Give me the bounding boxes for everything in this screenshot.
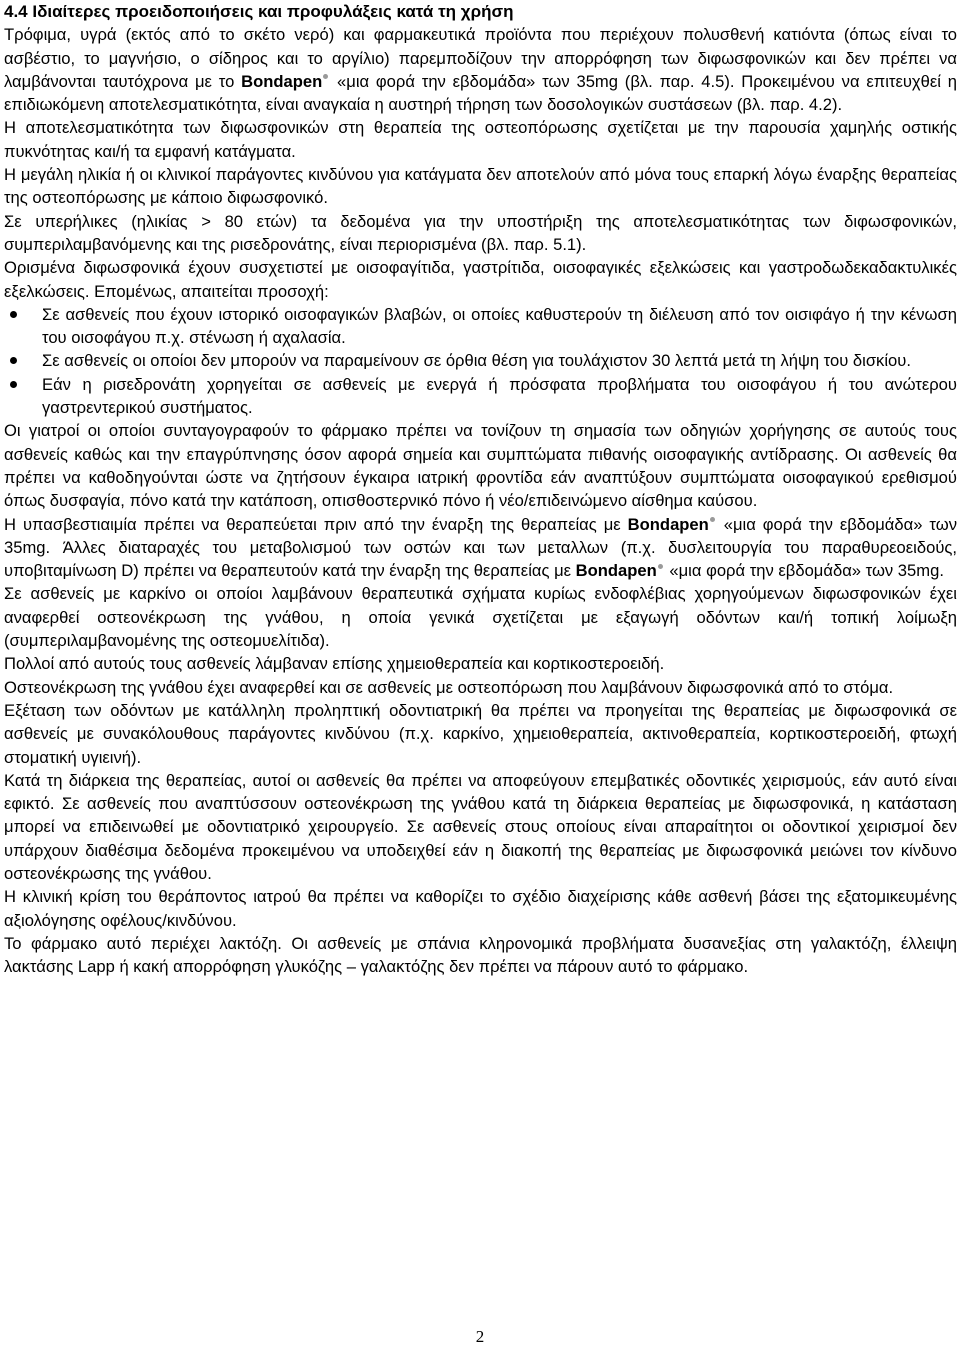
paragraph-prescriber-instructions: Οι γιατροί οι οποίοι συνταγογραφούν το φάρμακο πρέπει να τονίζουν τη σημασία των οδηγιών χορήγησης σε αυτούς τους ασθενείς καθώς και την επαγρύπνησης όσον αφορά σημεία και συμπτώματα πιθανής οισοφαγικής αντίδρασης. Οι ασθενείς θα πρέπει να καθοδηγούνται ώστε να ζητήσουν έγκαιρα ιατρική φροντίδα εάν αναπτύξουν συμπτώματα οισοφαγικού ερεθισμού όπως δυσφαγία, πόνο κατά την κατάποση, οπισθοστερνικό πόνο ή νέο/επιδεινώμενο αίσθημα καύσου. <box>4 421 957 511</box>
section-title: 4.4 Ιδιαίτερες προειδοποιήσεις και προφυλάξεις κατά τη χρήση <box>4 2 514 21</box>
bullet-icon <box>10 357 17 364</box>
registered-mark-icon <box>658 564 663 569</box>
brand-name: Bondapen <box>627 514 709 534</box>
document-body <box>4 0 957 978</box>
paragraph-age-risk-factors: Η μεγάλη ηλικία ή οι κλινικοί παράγοντες κινδύνου για κατάγματα δεν αποτελούν από μόνα τους επαρκή λόγω έναρξης θεραπείας της οστεοπόρωσης με κάποιο διφωσφονικό. <box>4 165 957 208</box>
paragraph-lactose: Το φάρμακο αυτό περιέχει λακτόζη. Οι ασθενείς με σπάνια κληρονομικά προβλήματα δυσανεξίας στη γαλακτόζη, έλλειψη λακτάσης Lapp ή κακή απορρόφηση γλυκόζης – γαλακτόζης δεν πρέπει να πάρουν αυτό το φάρμακο. <box>4 933 957 977</box>
brand-name: Bondapen <box>241 71 323 91</box>
list-item: Εάν η ρισεδρονάτη χορηγείται σε ασθενείς με ενεργά ή πρόσφατα προβλήματα του οισοφάγου ή του ανώτερου γαστρεντερικού συστήματος. <box>4 373 957 420</box>
page-number: 2 <box>475 1327 485 1346</box>
list-item: Σε ασθενείς που έχουν ιστορικό οισοφαγικών βλαβών, οι οποίες καθυστερούν τη διέλευση από τον οισιφάγο ή την κένωση του οισοφάγου π.χ. στένωση ή αχαλασία. <box>4 303 957 350</box>
bullet-icon <box>10 311 17 318</box>
bullet-icon <box>10 381 17 388</box>
brand-name: Bondapen <box>575 561 657 581</box>
paragraph-food-interactions: Τρόφιμα, υγρά (εκτός από το σκέτο νερό) και φαρμακευτικά προϊόντα που περιέχουν πολυσθενή κατιόντα (όπως είναι το ασβέστιο, το μαγνήσιο, ο σίδηρος και το αργίλιο) παρεμποδίζουν την απορρόφηση των διφωσφονικών και δεν πρέπει να λαμβάνονται ταυτόχρονα με το Bondapen «μια φορά την εβδομάδα» των 35mg (βλ. παρ. 4.5). Προκειμένου να επιτευχθεί η επιδιωκόμενη αποτελεσματικότητα, είναι αναγκαία η αυστηρή τήρηση των δοσολογικών συστάσεων (βλ. παρ. 4.2). <box>4 25 957 115</box>
caution-list <box>4 303 957 419</box>
list-item: Σε ασθενείς οι οποίοι δεν μπορούν να παραμείνουν σε όρθια θέση για τουλάχιστον 30 λεπτά μετά τη λήψη του δισκίου. <box>4 349 957 372</box>
paragraph-elderly: Σε υπερήλικες (ηλικίας > 80 ετών) τα δεδομένα για την υποστήριξη της αποτελεσματικότητας των διφωσφονικών, συμπεριλαμβανόμενης και της ρισεδρονάτης, είναι περιορισμένα (βλ. παρ. 5.1). <box>4 211 957 254</box>
registered-mark-icon <box>710 517 715 522</box>
paragraph-esophagitis: Ορισμένα διφωσφονικά έχουν συσχετιστεί με οισοφαγίτιδα, γαστρίτιδα, οισοφαγικές εξελκώσεις και γαστροδωδεκαδακτυλικές εξελκώσεις. Επομένως, απαιτείται προσοχή: <box>4 258 957 301</box>
paragraph-hypocalcaemia: Η υπασβεστιαιμία πρέπει να θεραπεύεται πριν από την έναρξη της θεραπείας με Bondapen «μια φορά την εβδομάδα» των 35mg. Άλλες διαταραχές του μεταβολισμού των οστών και των μεταλλων (π.χ. δυσλειτουργία του παραθυρεοειδούς, υποβιταμίνωση D) πρέπει να θεραπευτούν κατά την έναρξη της θεραπείας με Bondapen «μια φορά την εβδομάδα» των 35mg. <box>4 514 957 581</box>
paragraph-efficacy-bone-density: Η αποτελεσματικότητα των διφωσφονικών στη θεραπεία της οστεοπόρωσης σχετίζεται με την παρουσία χαμηλής οστικής πυκνότητας και/ή τα εμφανή κατάγματα. <box>4 118 957 161</box>
registered-mark-icon <box>323 74 328 79</box>
paragraph-clinical-judgement: Η κλινική κρίση του θεράποντος ιατρού θα πρέπει να καθορίζει το σχέδιο διαχείρισης κάθε ασθενή βάσει της εξατομικευμένης αξιολόγησης οφέλους/κινδύνου. <box>4 887 957 930</box>
paragraph-chemotherapy: Πολλοί από αυτούς τους ασθενείς λάμβαναν επίσης χημειοθεραπεία και κορτικοστεροειδή. <box>4 654 665 674</box>
paragraph-dental-exam: Εξέταση των οδόντων με κατάλληλη προληπτική οδοντιατρική θα πρέπει να προηγείται της θεραπείας με διφωσφονικά σε ασθενείς με συνακόλουθους παράγοντες κινδύνου (π.χ. καρκίνο, χημειοθεραπεία, ακτινοθεραπεία, κορτικοστεροειδή, φτωχή στοματική υγιεινή). <box>4 700 957 767</box>
paragraph-osteonecrosis-cancer: Σε ασθενείς με καρκίνο οι οποίοι λαμβάνουν θεραπευτικά σχήματα κυρίως ενδοφλέβιας χορηγούμενων διφωσφονικών έχει αναφερθεί οστεονέκρωση της γνάθου, η οποία γενικά σχετίζεται με εξαγωγή οδόντων και/ή τοπική λοίμωξη (συμπεριλαμβανομένης της οστεομυελίτιδα). <box>4 584 957 651</box>
paragraph-dental-procedures: Κατά τη διάρκεια της θεραπείας, αυτοί οι ασθενείς θα πρέπει να αποφεύγουν επεμβατικές οδοντικές χειρισμούς, εάν αυτό είναι εφικτό. Σε ασθενείς που αναπτύσσουν οστεονέκρωση της γνάθου κατά τη διάρκεια θεραπείας με διφωσφονικά, η κατάσταση μπορεί να επιδεινωθεί με οδοντιατρικό χειρουργείο. Σε ασθενείς στους οποίους είναι απαραίτητοι οι οδοντικοί χειρισμοί δεν υπάρχουν διαθέσιμα δεδομένα προκειμένου να υποδειχθεί εάν η διακοπή της θεραπείας με διφωσφονικά μειώνει τον κίνδυνο οστεονέκρωσης της γνάθου. <box>4 770 957 883</box>
paragraph-osteonecrosis-oral: Οστεονέκρωση της γνάθου έχει αναφερθεί και σε ασθενείς με οστεοπόρωση που λαμβάνουν διφωσφονικά από το στόμα. <box>4 677 894 697</box>
